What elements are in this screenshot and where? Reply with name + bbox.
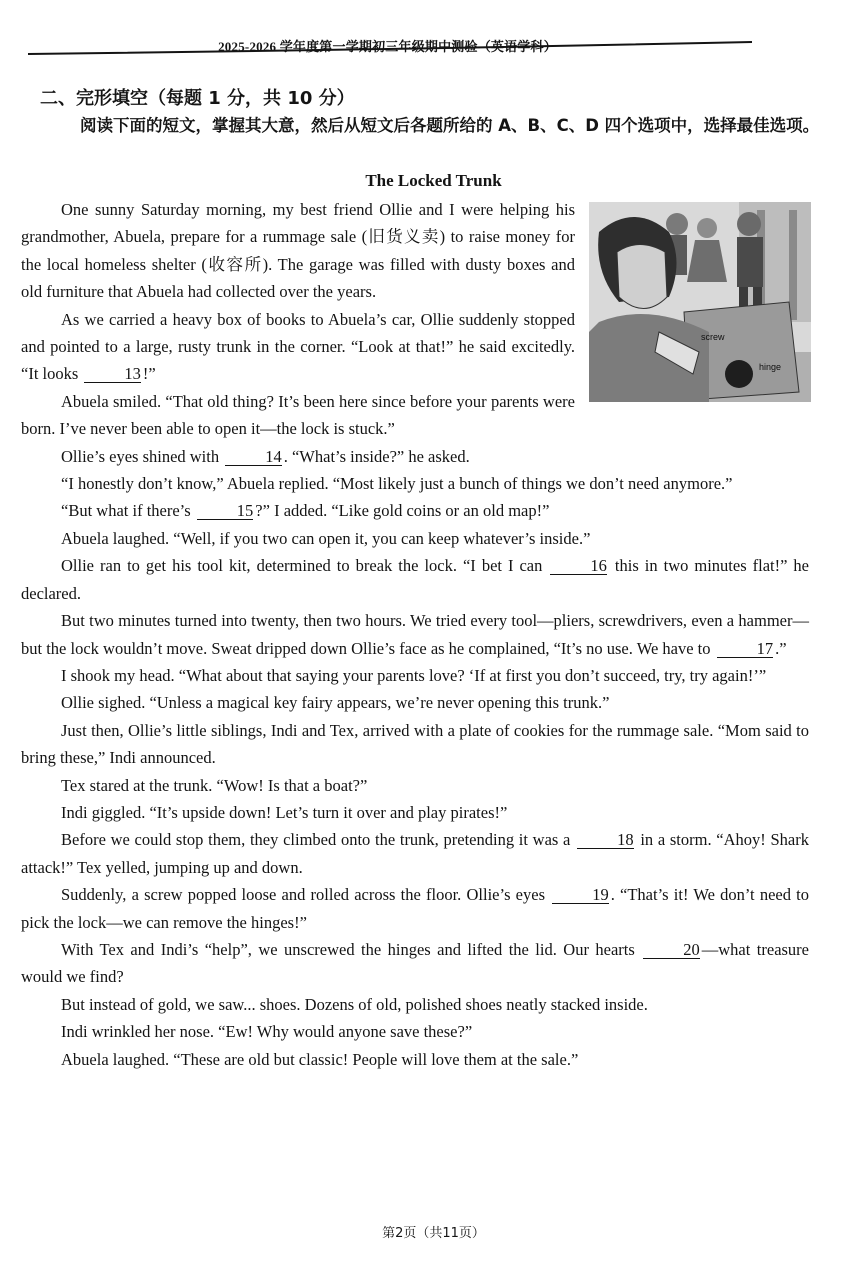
blank-20: 20 <box>643 941 700 959</box>
section-instructions: 阅读下面的短文，掌握其大意，然后从短文后各题所给的 A、B、C、D 四个选项中，选择最佳选项。 <box>80 116 820 135</box>
paragraph-11: Ollie sighed. “Unless a magical key fairy appears, we’re never opening this trunk.” <box>61 693 610 713</box>
blank-18: 18 <box>577 831 634 849</box>
header-title: 2025-2026 学年度第一学期初三年级期中测验（英语学科） <box>218 39 557 54</box>
paragraph-6: “But what if there’s 15 ?” I added. “Like gold coins or an old map!” <box>61 501 550 521</box>
paragraph-17: With Tex and Indi’s “help”, we unscrewed the hinges and lifted the lid. Our hearts 20 —what treasure would we find? <box>21 939 810 987</box>
paragraph-2: As we carried a heavy box of books to Abuela’s car, Ollie suddenly stopped and pointed to a large, rusty trunk in the corner. “Look at that!” he said excitedly. “It looks 13 !” <box>21 309 575 384</box>
paragraph-12: Just then, Ollie’s little siblings, Indi and Tex, arrived with a plate of cookies for the rummage sale. “Mom said to bring these,” Indi announced. <box>21 720 809 768</box>
illustration <box>589 202 811 402</box>
paragraph-3: Abuela smiled. “That old thing? It’s been here since before your parents were born. I’ve never been able to open it—the lock is stuck.” <box>21 391 575 439</box>
blank-19: 19 <box>552 886 609 904</box>
paragraph-10: I shook my head. “What about that saying your parents love? ‘If at first you don’t succeed, try, try again!’” <box>61 665 767 685</box>
blank-16: 16 <box>550 557 607 575</box>
section-title: 二、完形填空（每题 1 分，共 10 分） <box>40 88 355 109</box>
page-number: 第2页（共11页） <box>382 1226 485 1241</box>
paragraph-4: Ollie’s eyes shined with 14 . “What’s inside?” he asked. <box>61 446 470 466</box>
label-hinge: hinge <box>759 362 782 372</box>
paragraph-20: Abuela laughed. “These are old but classic! People will love them at the sale.” <box>61 1049 579 1069</box>
label-screw: screw <box>701 332 725 342</box>
paragraph-15: Before we could stop them, they climbed onto the trunk, pretending it was a 18 in a storm. “Ahoy! Shark attack!” Tex yelled, jumping up and down. <box>21 830 810 877</box>
page-header <box>20 30 755 62</box>
blank-15: 15 <box>197 502 254 520</box>
blank-13: 13 <box>84 365 141 383</box>
paragraph-5: “I honestly don’t know,” Abuela replied. “Most likely just a bunch of things we don’t need anymore.” <box>61 474 733 494</box>
paragraph-13: Tex stared at the trunk. “Wow! Is that a boat?” <box>61 775 368 795</box>
passage-title: The Locked Trunk <box>365 171 502 190</box>
passage-body <box>21 196 809 1073</box>
paragraph-8: Ollie ran to get his tool kit, determined to break the lock. “I bet I can 16 this in two minutes flat!” he declared. <box>21 556 810 603</box>
paragraph-9: But two minutes turned into twenty, then two hours. We tried every tool—pliers, screwdrivers, even a hammer—but the lock wouldn’t move. Sweat dripped down Ollie’s face as he complained, “It’s no use. We have to 17 .” <box>21 611 809 658</box>
blank-14: 14 <box>225 448 282 466</box>
paragraph-1: One sunny Saturday morning, my best friend Ollie and I were helping his grandmother, Abuela, prepare for a rummage sale (旧货义卖) to raise money for the local homeless shelter (收容所). The garage was filled with dusty boxes and old furniture that Abuela had collected over the years. <box>21 200 575 302</box>
paragraph-19: Indi wrinkled her nose. “Ew! Why would anyone save these?” <box>61 1022 473 1042</box>
illustration-drawing <box>589 202 811 402</box>
paragraph-16: Suddenly, a screw popped loose and rolled across the floor. Ollie’s eyes 19 . “That’s it! We don’t need to pick the lock—we can remove the hinges!” <box>21 885 809 932</box>
blank-17: 17 <box>717 640 774 658</box>
paragraph-7: Abuela laughed. “Well, if you two can open it, you can keep whatever’s inside.” <box>61 528 591 548</box>
paragraph-14: Indi giggled. “It’s upside down! Let’s turn it over and play pirates!” <box>61 802 508 822</box>
paragraph-18: But instead of gold, we saw... shoes. Dozens of old, polished shoes neatly stacked inside. <box>61 994 648 1014</box>
